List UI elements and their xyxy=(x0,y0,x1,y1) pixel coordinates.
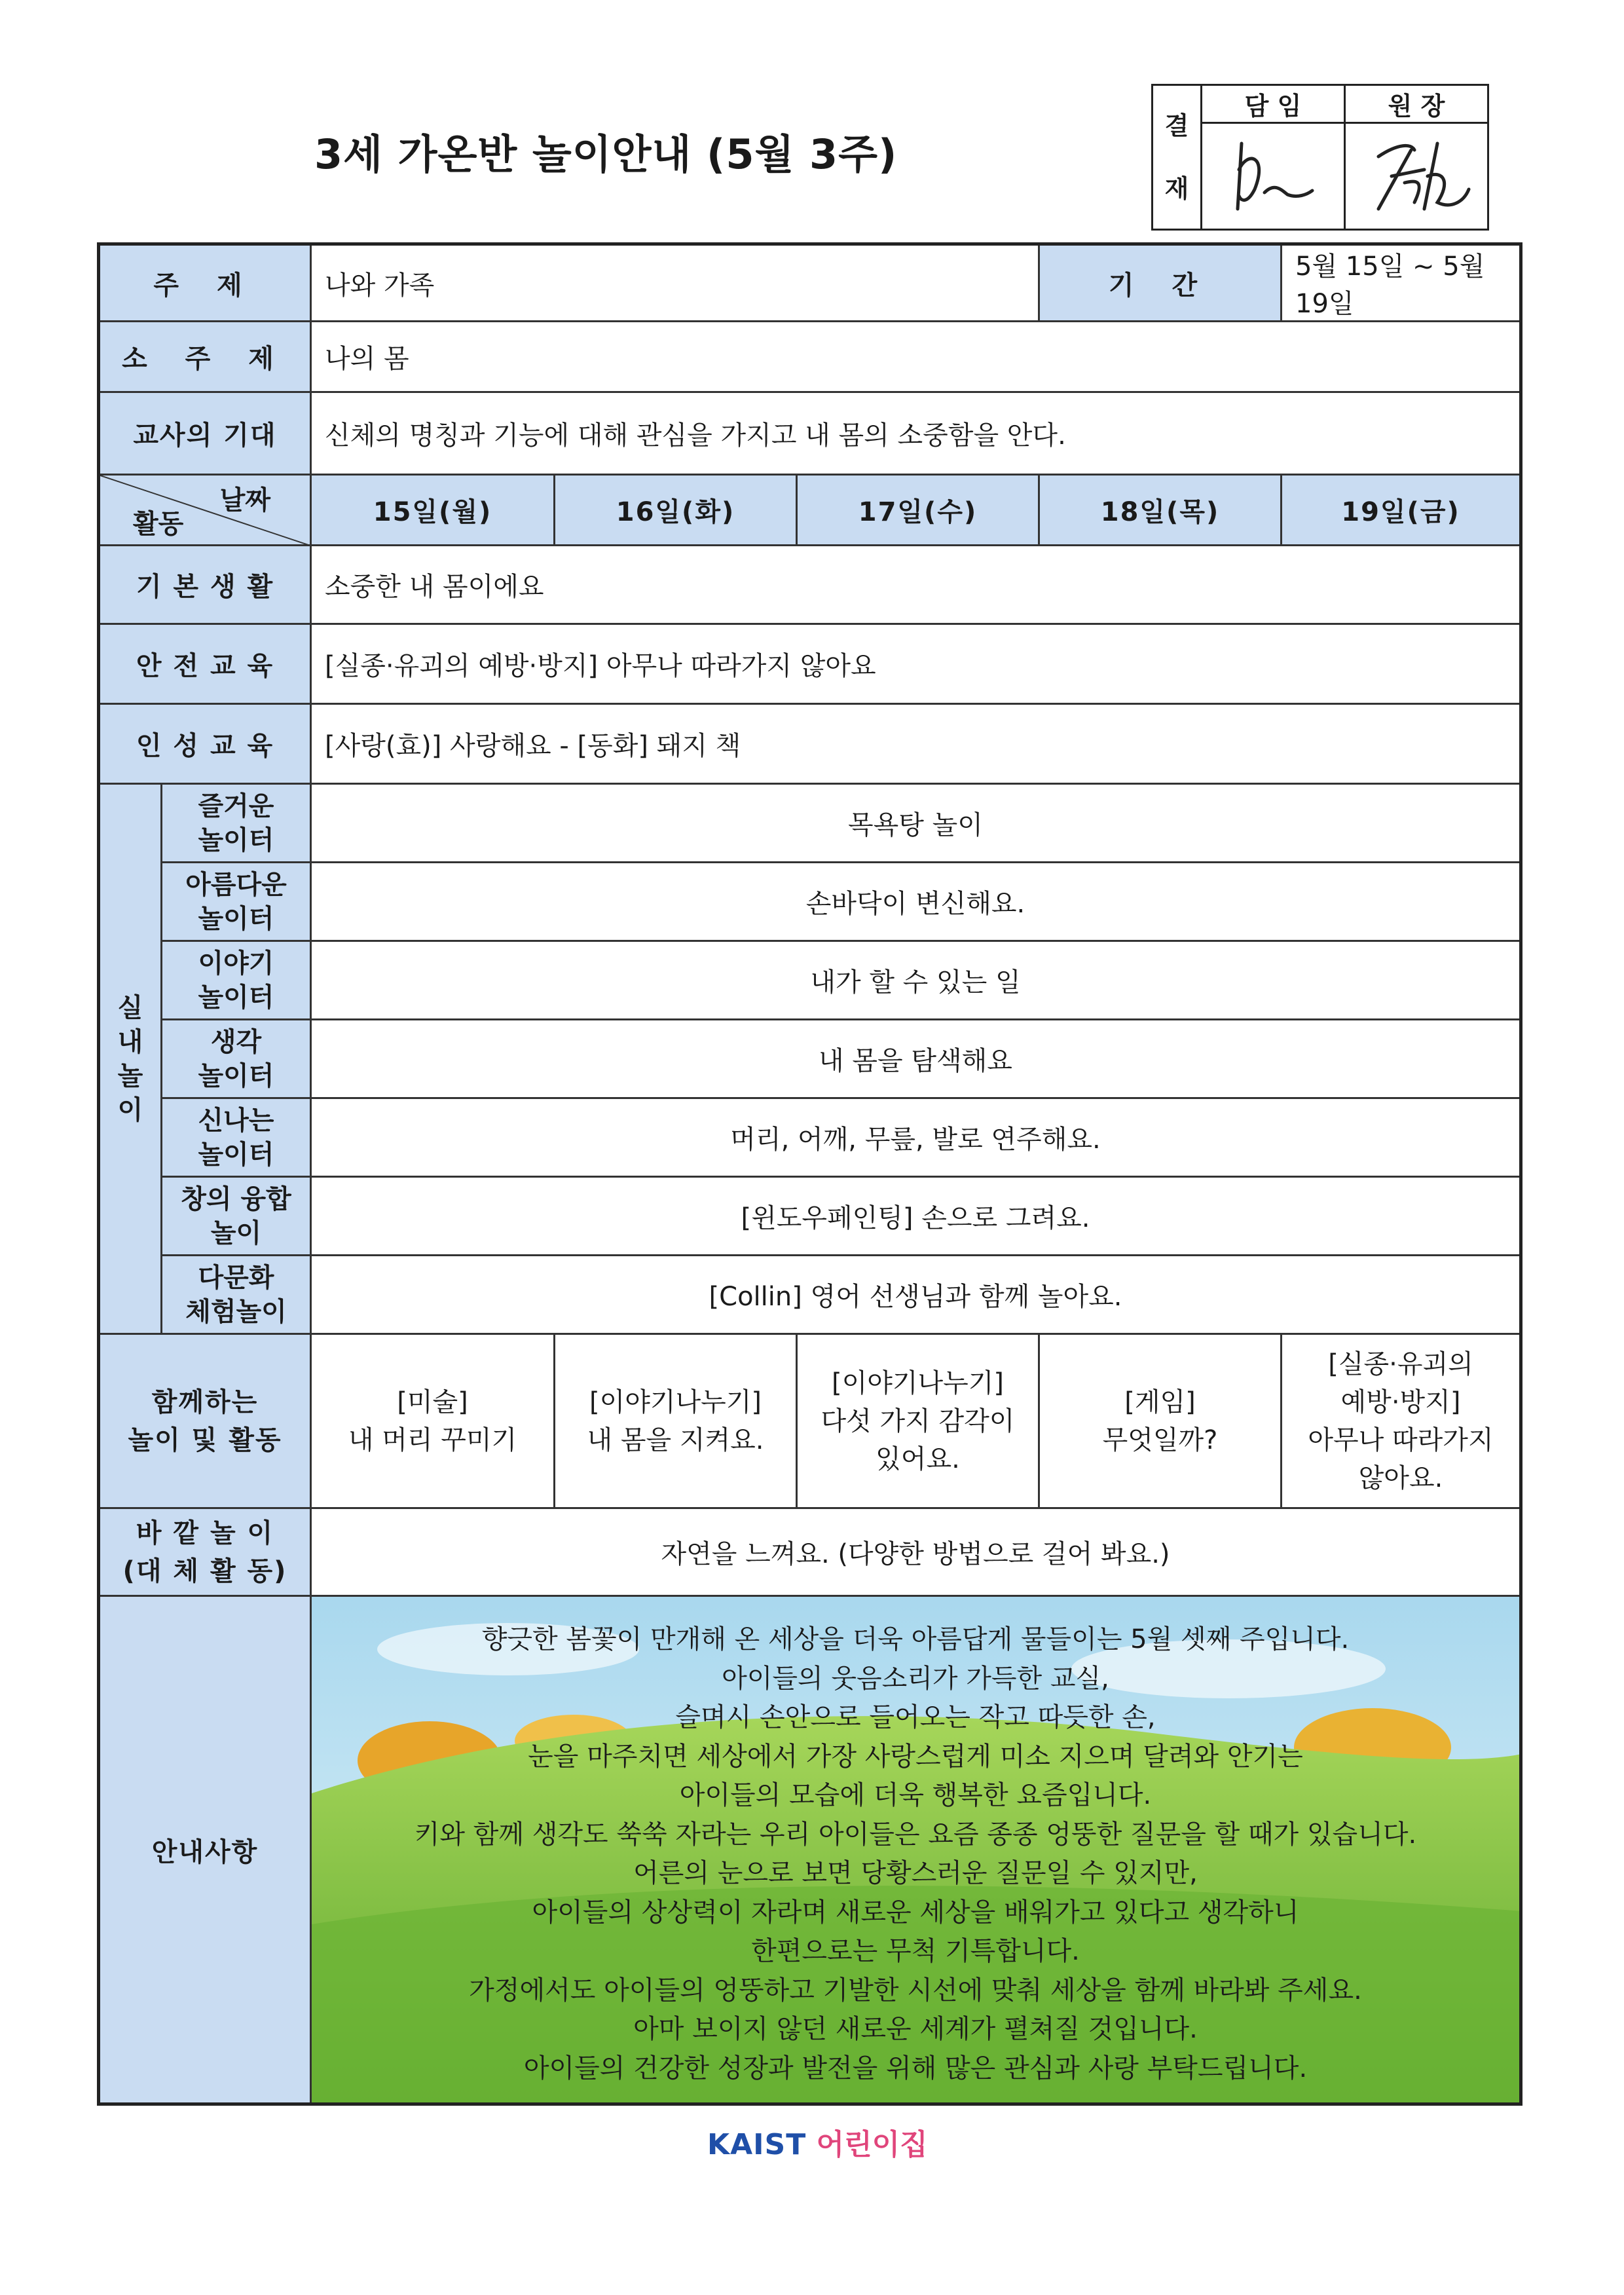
director-signature xyxy=(1345,123,1488,230)
day-header-thu: 18일(목) xyxy=(1039,475,1282,546)
period-label: 기 간 xyxy=(1039,244,1282,322)
date-header-label: 날짜 xyxy=(219,485,270,515)
basic-life-value: 소중한 내 몸이에요 xyxy=(311,546,1521,624)
weekly-plan-table xyxy=(97,242,1522,2106)
together-item-mon xyxy=(311,1334,555,1508)
approval-label-bottom: 재 xyxy=(1164,174,1189,203)
indoor-play-label xyxy=(99,784,162,1334)
together-item-line: [이야기나누기] xyxy=(831,1368,1005,1398)
kaist-kindergarten-logo xyxy=(707,2121,928,2163)
indoor-row-name-line: 놀이터 xyxy=(198,903,274,934)
indoor-row-name-line: 놀이터 xyxy=(198,825,274,855)
page-title: 3세 가온반 놀이안내 (5월 3주) xyxy=(314,130,898,178)
together-item-line: [실종·유괴의 xyxy=(1328,1349,1473,1379)
indoor-row-name xyxy=(162,941,311,1020)
indoor-row-name-line: 놀이터 xyxy=(198,1139,274,1170)
together-item-line: 내 몸을 지켜요. xyxy=(587,1425,764,1455)
outdoor-value: 자연을 느껴요. (다양한 방법으로 걸어 봐요.) xyxy=(311,1508,1521,1596)
together-item-line: [이야기나누기] xyxy=(589,1387,762,1417)
indoor-row-value: 머리, 어깨, 무릎, 발로 연주해요. xyxy=(311,1098,1521,1177)
notice-line: 아이들의 웃음소리가 가득한 교실, xyxy=(722,1663,1109,1694)
indoor-row-name-line: 아름다운 xyxy=(185,869,287,900)
notice-line: 아이들의 상상력이 자라며 새로운 세상을 배워가고 있다고 생각하니 xyxy=(532,1897,1299,1928)
approval-director-header: 원 장 xyxy=(1345,85,1488,123)
together-item-tue xyxy=(555,1334,797,1508)
indoor-row-name-line: 놀이터 xyxy=(198,1060,274,1091)
indoor-row-value: 손바닥이 변신해요. xyxy=(311,863,1521,941)
theme-value: 나와 가족 xyxy=(311,244,1039,322)
together-label-line: 놀이 및 활동 xyxy=(128,1425,282,1455)
indoor-row-name-line: 이야기 xyxy=(198,948,274,979)
together-item-line: 아무나 따라가지 xyxy=(1308,1425,1494,1455)
indoor-row-value: 내가 할 수 있는 일 xyxy=(311,941,1521,1020)
indoor-row-name-line: 놀이 xyxy=(210,1218,262,1248)
indoor-row-value: [윈도우페인팅] 손으로 그려요. xyxy=(311,1177,1521,1256)
basic-life-label: 기 본 생 활 xyxy=(99,546,311,624)
theme-label: 주 제 xyxy=(99,244,311,322)
approval-box xyxy=(1151,84,1489,231)
notice-line: 눈을 마주치면 세상에서 가장 사랑스럽게 미소 지으며 달려와 안기는 xyxy=(528,1741,1303,1772)
outdoor-label-line: 바 깥 놀 이 xyxy=(136,1518,274,1548)
expectation-label: 교사의 기대 xyxy=(99,392,311,475)
indoor-label-char: 이 xyxy=(117,1094,143,1125)
day-header-wed: 17일(수) xyxy=(797,475,1039,546)
together-item-line: 예방·방지] xyxy=(1340,1387,1461,1417)
approval-label-top: 결 xyxy=(1164,111,1189,140)
character-value: [사랑(효)] 사랑해요 - [동화] 돼지 책 xyxy=(311,704,1521,784)
teacher-signature-icon xyxy=(1209,130,1340,222)
notice-content xyxy=(311,1596,1521,2104)
notice-text xyxy=(312,1611,1519,2088)
together-item-line: 내 머리 꾸미기 xyxy=(348,1425,517,1455)
notice-line: 아이들의 모습에 더욱 행복한 요즘입니다. xyxy=(679,1780,1152,1810)
together-item-line: 있어요. xyxy=(876,1444,960,1474)
notice-label: 안내사항 xyxy=(99,1596,311,2104)
together-item-fri xyxy=(1282,1334,1521,1508)
day-header-tue: 16일(화) xyxy=(555,475,797,546)
date-activity-header xyxy=(99,475,311,546)
activity-header-label: 활동 xyxy=(133,509,184,539)
indoor-label-char: 실 xyxy=(117,992,143,1023)
together-item-line: [미술] xyxy=(397,1387,468,1417)
logo-name: 어린이집 xyxy=(816,2128,928,2161)
approval-label xyxy=(1153,85,1202,230)
notice-line: 아마 보이지 않던 새로운 세계가 펼쳐질 것입니다. xyxy=(633,2014,1198,2044)
together-item-line: [게임] xyxy=(1124,1387,1196,1417)
expectation-value: 신체의 명칭과 기능에 대해 관심을 가지고 내 몸의 소중함을 안다. xyxy=(311,392,1521,475)
indoor-row-value: [Collin] 영어 선생님과 함께 놀아요. xyxy=(311,1256,1521,1334)
period-value: 5월 15일 ~ 5월 19일 xyxy=(1282,244,1521,322)
outdoor-label xyxy=(99,1508,311,1596)
notice-line: 가정에서도 아이들의 엉뚱하고 기발한 시선에 맞춰 세상을 함께 바라봐 주세요. xyxy=(469,1975,1362,2006)
notice-line: 아이들의 건강한 성장과 발전을 위해 많은 관심과 사랑 부탁드립니다. xyxy=(523,2053,1308,2083)
subtheme-label: 소 주 제 xyxy=(99,322,311,392)
indoor-row-name-line: 신나는 xyxy=(198,1105,274,1136)
indoor-row-value: 내 몸을 탐색해요 xyxy=(311,1020,1521,1098)
indoor-row-name-line: 체험놀이 xyxy=(185,1296,287,1327)
indoor-row-name xyxy=(162,863,311,941)
together-item-line: 다섯 가지 감각이 xyxy=(821,1406,1015,1436)
indoor-row-name-line: 다문화 xyxy=(198,1262,274,1293)
notice-line: 한편으로는 무척 기특합니다. xyxy=(751,1936,1080,1966)
together-item-line: 무엇일까? xyxy=(1102,1425,1218,1455)
indoor-row-name xyxy=(162,1177,311,1256)
indoor-row-name-line: 창의 융합 xyxy=(181,1184,291,1214)
together-item-thu xyxy=(1039,1334,1282,1508)
character-label: 인 성 교 육 xyxy=(99,704,311,784)
together-item-line: 않아요. xyxy=(1358,1463,1443,1493)
safety-label: 안 전 교 육 xyxy=(99,624,311,704)
indoor-row-name-line: 놀이터 xyxy=(198,982,274,1013)
indoor-label-char: 놀 xyxy=(117,1060,143,1091)
indoor-row-name xyxy=(162,784,311,863)
indoor-row-value: 목욕탕 놀이 xyxy=(311,784,1521,863)
notice-line: 향긋한 봄꽃이 만개해 온 세상을 더욱 아름답게 물들이는 5월 셋째 주입니다. xyxy=(481,1624,1350,1654)
together-item-wed xyxy=(797,1334,1039,1508)
indoor-row-name xyxy=(162,1256,311,1334)
logo-brand: KAIST xyxy=(707,2128,807,2161)
indoor-row-name-line: 생각 xyxy=(210,1026,262,1057)
subtheme-value: 나의 몸 xyxy=(311,322,1521,392)
day-header-fri: 19일(금) xyxy=(1282,475,1521,546)
director-signature-icon xyxy=(1352,130,1483,222)
diagonal-line-icon xyxy=(100,476,312,546)
safety-value: [실종·유괴의 예방·방지] 아무나 따라가지 않아요 xyxy=(311,624,1521,704)
notice-line: 키와 함께 생각도 쑥쑥 자라는 우리 아이들은 요즘 종종 엉뚱한 질문을 할 때가 있습니다. xyxy=(414,1819,1417,1850)
indoor-row-name-line: 즐거운 xyxy=(198,791,274,821)
teacher-signature xyxy=(1202,123,1345,230)
notice-line: 어른의 눈으로 보면 당황스러운 질문일 수 있지만, xyxy=(633,1858,1198,1888)
indoor-row-name xyxy=(162,1020,311,1098)
notice-line: 슬며시 손안으로 들어오는 작고 따듯한 손, xyxy=(675,1702,1156,1732)
indoor-row-name xyxy=(162,1098,311,1177)
together-label xyxy=(99,1334,311,1508)
outdoor-label-line: (대 체 활 동) xyxy=(122,1556,287,1586)
approval-teacher-header: 담 임 xyxy=(1202,85,1345,123)
day-header-mon: 15일(월) xyxy=(311,475,555,546)
indoor-label-char: 내 xyxy=(117,1026,143,1057)
together-label-line: 함께하는 xyxy=(151,1387,259,1417)
